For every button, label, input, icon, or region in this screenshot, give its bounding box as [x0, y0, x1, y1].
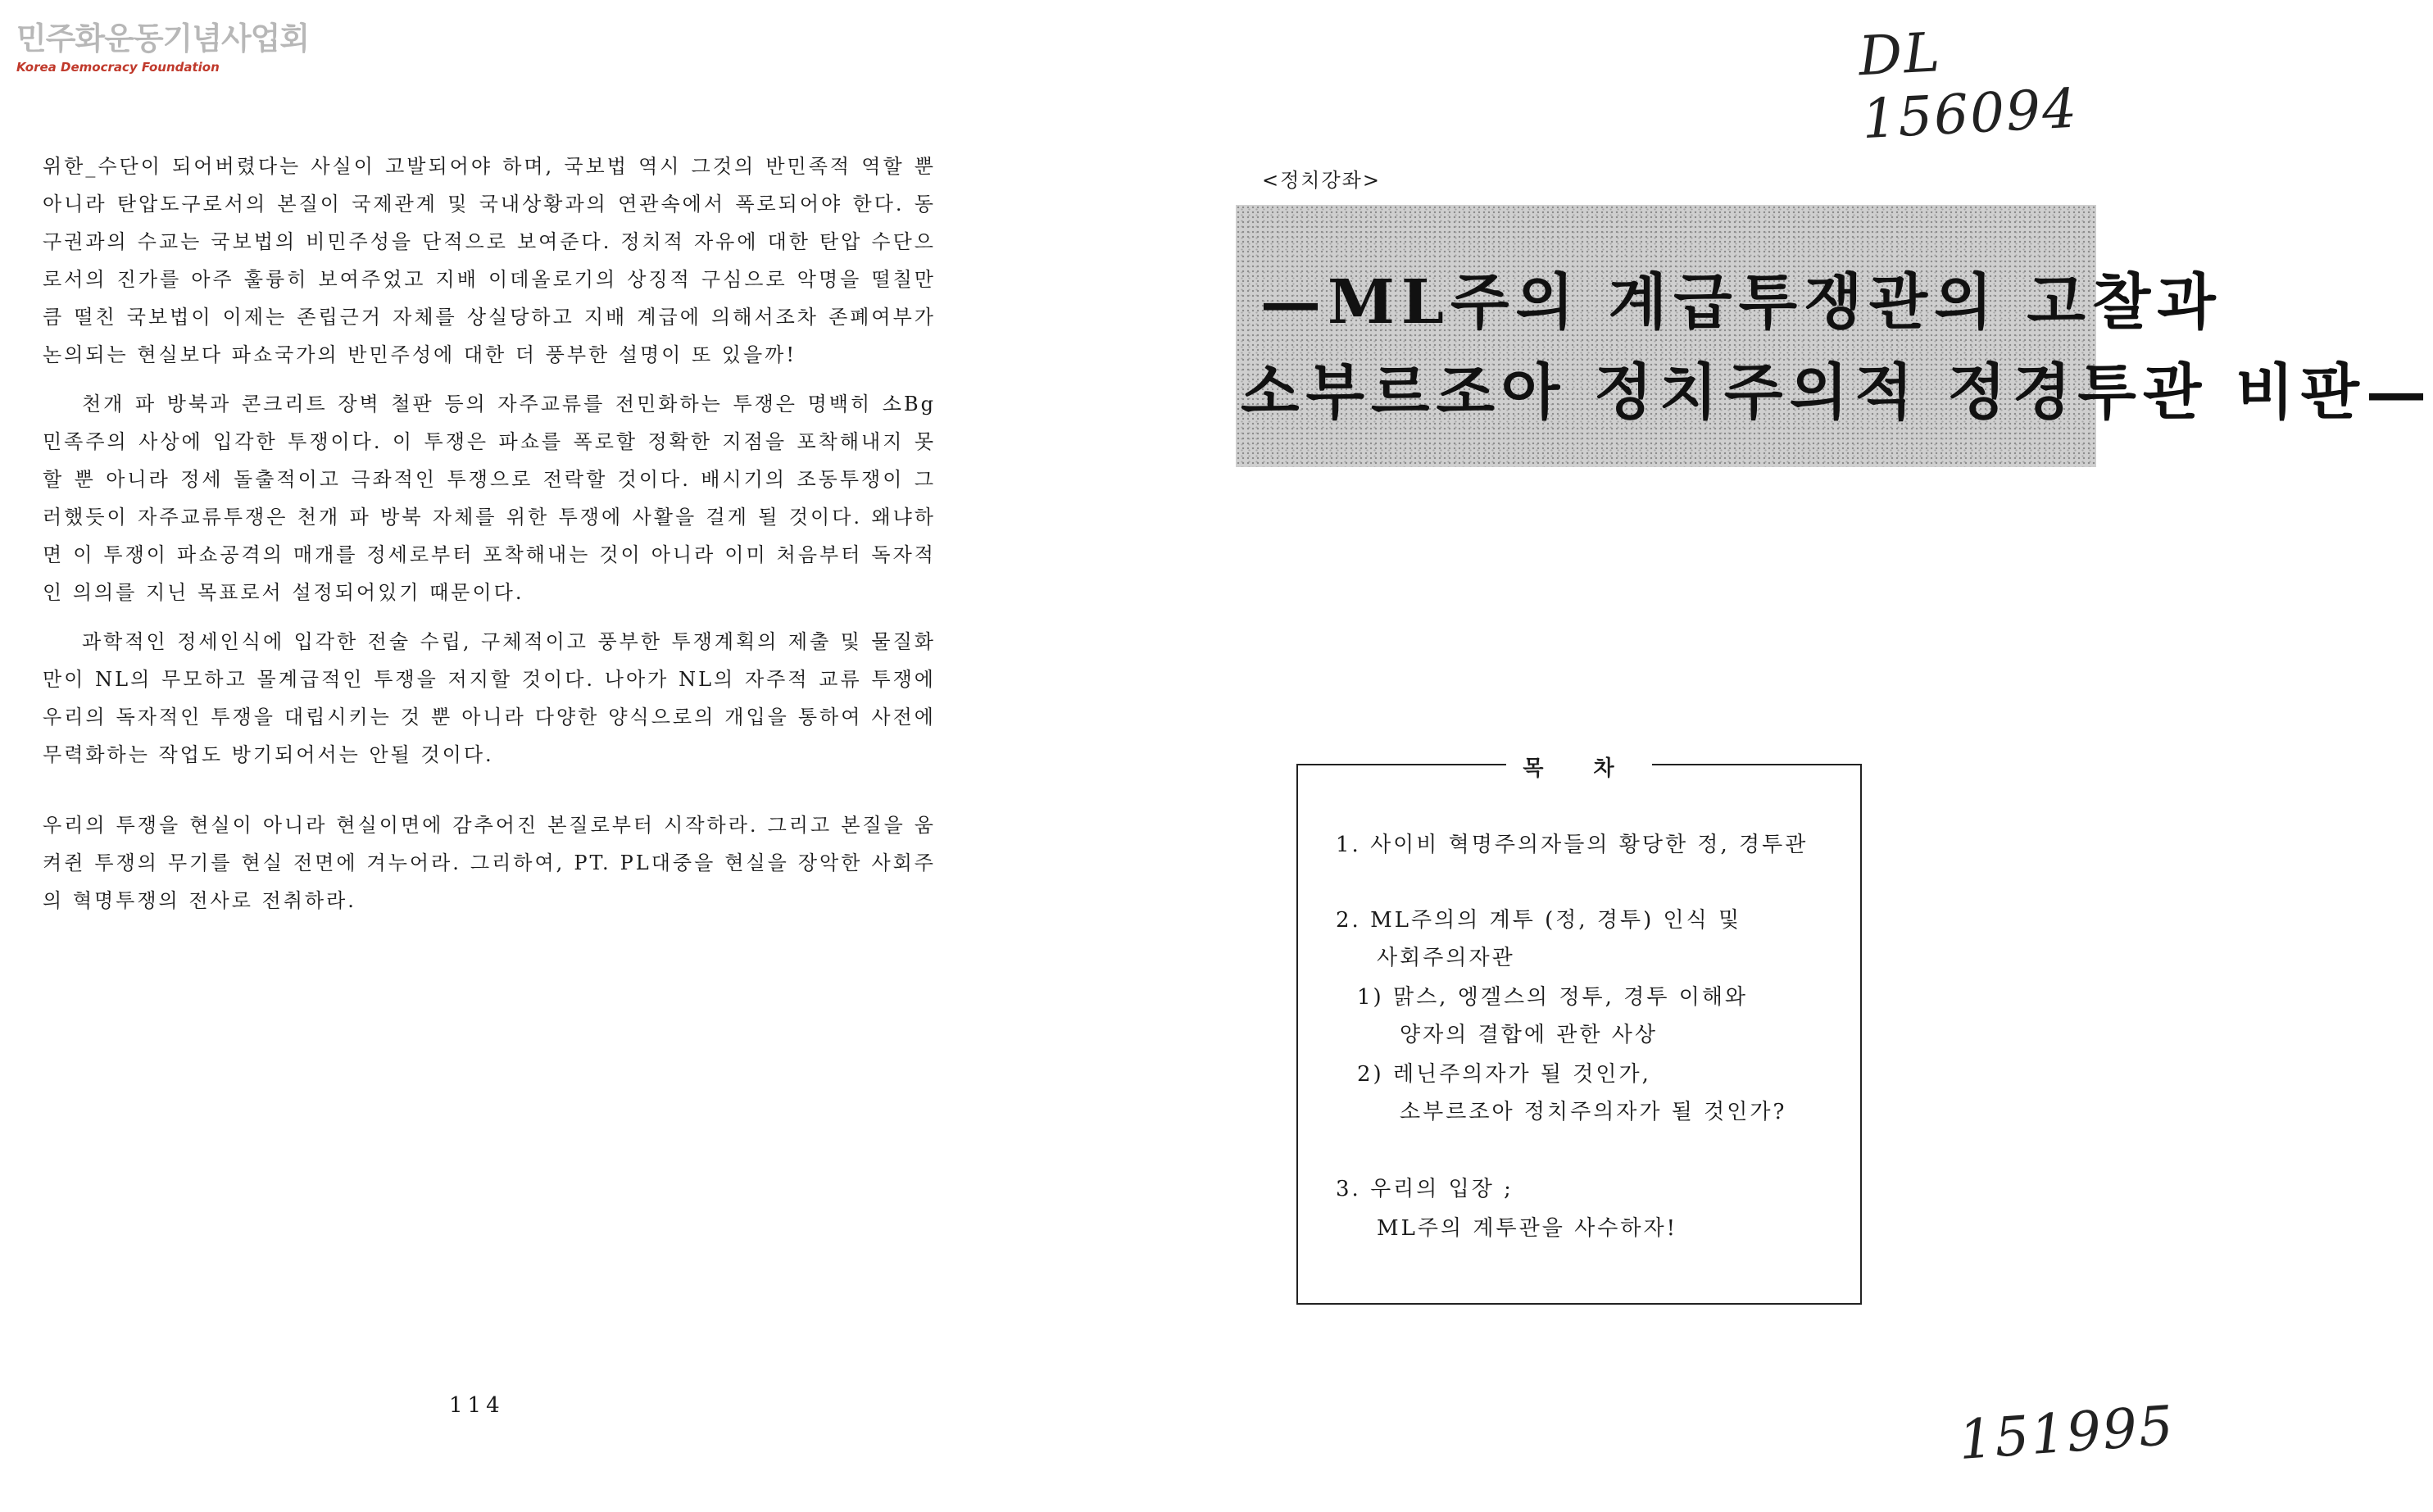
watermark-english: Korea Democracy Foundation	[16, 60, 220, 75]
page-number: 114	[449, 1393, 505, 1418]
paragraph: 위한_수단이 되어버렸다는 사실이 고발되어야 하며, 국보법 역시 그것의 반민족적 역할 뿐 아니라 탄압도구로서의 본질이 국제관계 및 국내상황과의 연관속에서 폭로되어야 한다. 동구권과의 수교는 국보법의 비민주성을 단적으로 보여준다. 정치적 자유에 대한 탄압 수단으로서의 진가를 아주 훌륭히 보여주었고 지배 이데올로기의 상징적 구심으로 악명을 떨칠만큼 떨친 국보법이 이제는 존립근거 자체를 상실당하고 지배 계급에 의해서조차 존폐여부가 논의되는 현실보다 파쇼국가의 반민주성에 대한 더 풍부한 설명이 또 있을까!	[43, 155, 936, 366]
toc-item: 2. ML주의의 계투 (정, 경투) 인식 및	[1336, 908, 1742, 933]
watermark-korean: 민주화운동기념사업회	[16, 20, 310, 57]
toc-item: 소부르조아 정치주의자가 될 것인가?	[1400, 1100, 1787, 1124]
handwritten-archive-id: DL 156094	[1857, 20, 2080, 152]
toc-item: 3. 우리의 입장 ;	[1336, 1177, 1514, 1201]
toc-title-text: 목 차	[1506, 756, 1651, 781]
watermark-logo	[16, 13, 309, 75]
handwritten-page-id: 151995	[1956, 1393, 2177, 1473]
toc-item: 사회주의자관	[1377, 946, 1515, 970]
toc-item: ML주의 계투관을 사수하자!	[1377, 1216, 1678, 1241]
table-of-contents	[1296, 756, 1862, 1305]
title-banner	[1236, 205, 2433, 467]
banner-title-line2: 소부르조아 정치주의적 정경투관 비판—	[1241, 357, 2433, 428]
banner-title-line1: —ML주의 계급투쟁관의 고찰과	[1260, 267, 2222, 338]
paragraph: 천개 파 방북과 콘크리트 장벽 철판 등의 자주교류를 전민화하는 투쟁은 명백히 소Bg 민족주의 사상에 입각한 투쟁이다. 이 투쟁은 파쇼를 폭로할 정확한 지점을 포착해내지 못할 뿐 아니라 정세 돌출적이고 극좌적인 투쟁으로 전락할 것이다. 배시기의 조동투쟁이 그러했듯이 자주교류투쟁은 천개 파 방북 자체를 위한 투쟁에 사활을 걸게 될 것이다. 왜냐하면 이 투쟁이 파쇼공격의 매개를 정세로부터 포착해내는 것이 아니라 이미 처음부터 독자적인 의의를 지닌 목표로서 설정되어있기 때문이다.	[43, 393, 936, 604]
toc-item: 1. 사이비 혁명주의자들의 황당한 정, 경투관	[1336, 833, 1809, 857]
paragraph: 우리의 투쟁을 현실이 아니라 현실이면에 감추어진 본질로부터 시작하라. 그리고 본질을 움켜쥔 투쟁의 무기를 현실 전면에 겨누어라. 그리하여, PT. PL대중을 현실을 장악한 사회주의 혁명투쟁의 전사로 전취하라.	[43, 814, 936, 912]
section-label: <정치강좌>	[1262, 169, 1381, 192]
paragraph: 과학적인 정세인식에 입각한 전술 수립, 구체적이고 풍부한 투쟁계획의 제출 및 물질화만이 NL의 무모하고 몰계급적인 투쟁을 저지할 것이다. 나아가 NL의 자주적 교류 투쟁에 우리의 독자적인 투쟁을 대립시키는 것 뿐 아니라 다양한 양식으로의 개입을 통하여 사전에 무력화하는 작업도 방기되어서는 안될 것이다.	[43, 630, 936, 766]
left-page-body	[43, 148, 936, 931]
toc-item: 2) 레닌주의자가 될 것인가,	[1357, 1062, 1651, 1087]
toc-title	[1298, 751, 1860, 782]
toc-item: 1) 맑스, 엥겔스의 정투, 경투 이해와	[1357, 985, 1749, 1010]
toc-item: 양자의 결합에 관한 사상	[1400, 1023, 1658, 1047]
